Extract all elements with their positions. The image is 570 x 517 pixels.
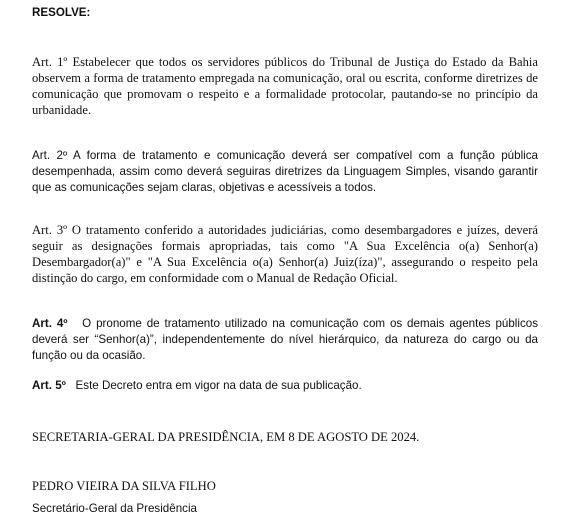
article-1-text: Estabelecer que todos os servidores públicos do Tribunal de Justiça do Estado da Bahia observem a forma de tratamento empregada na comunicação, oral ou escrita, conforme diretrizes de comunicação que promovam o respeito e a formalidade protocolar, pautando-se no princípio da urbanidade. bbox=[32, 55, 538, 117]
article-2-label: Art. 2º bbox=[32, 149, 68, 162]
article-3 bbox=[32, 222, 538, 286]
article-2 bbox=[32, 148, 538, 196]
article-5-text: Este Decreto entra em vigor na data de sua publicação. bbox=[75, 379, 362, 392]
signer-name: PEDRO VIEIRA DA SILVA FILHO bbox=[32, 479, 216, 493]
resolve-heading: RESOLVE: bbox=[32, 6, 91, 19]
article-2-text: A forma de tratamento e comunicação deverá ser compatível com a função pública desempenhada, assim como deverá seguiras diretrizes da Linguagem Simples, visando garantir que as comunicações sejam claras, objetivas e acessíveis a todos. bbox=[32, 149, 538, 194]
signer-role: Secretário-Geral da Presidência bbox=[32, 502, 197, 515]
closing-line: SECRETARIA-GERAL DA PRESIDÊNCIA, EM 8 DE AGOSTO DE 2024. bbox=[32, 430, 420, 444]
article-5 bbox=[32, 378, 538, 394]
article-4-label: Art. 4º bbox=[32, 317, 68, 330]
article-3-text: O tratamento conferido a autoridades judiciárias, como desembargadores e juízes, deverá seguir as designações formais apropriadas, tais como "A Sua Excelência o(a) Senhor(a) Desembargador(a)" e "A Sua Excelência o(a) Senhor(a) Juiz(íza)", assegurando o respeito pela distinção do cargo, em conformidade com o Manual de Redação Oficial. bbox=[32, 223, 539, 285]
article-1-label: Art. 1º bbox=[32, 55, 68, 69]
article-4 bbox=[32, 316, 538, 364]
article-5-label: Art. 5º bbox=[32, 379, 66, 392]
article-4-text: O pronome de tratamento utilizado na comunicação com os demais agentes públicos deverá ser “Senhor(a)”, independentemente do nível hierárquico, da natureza do cargo ou da função ou da ocasião. bbox=[32, 317, 538, 362]
article-3-label: Art. 3º bbox=[32, 223, 68, 237]
article-1 bbox=[32, 54, 538, 118]
